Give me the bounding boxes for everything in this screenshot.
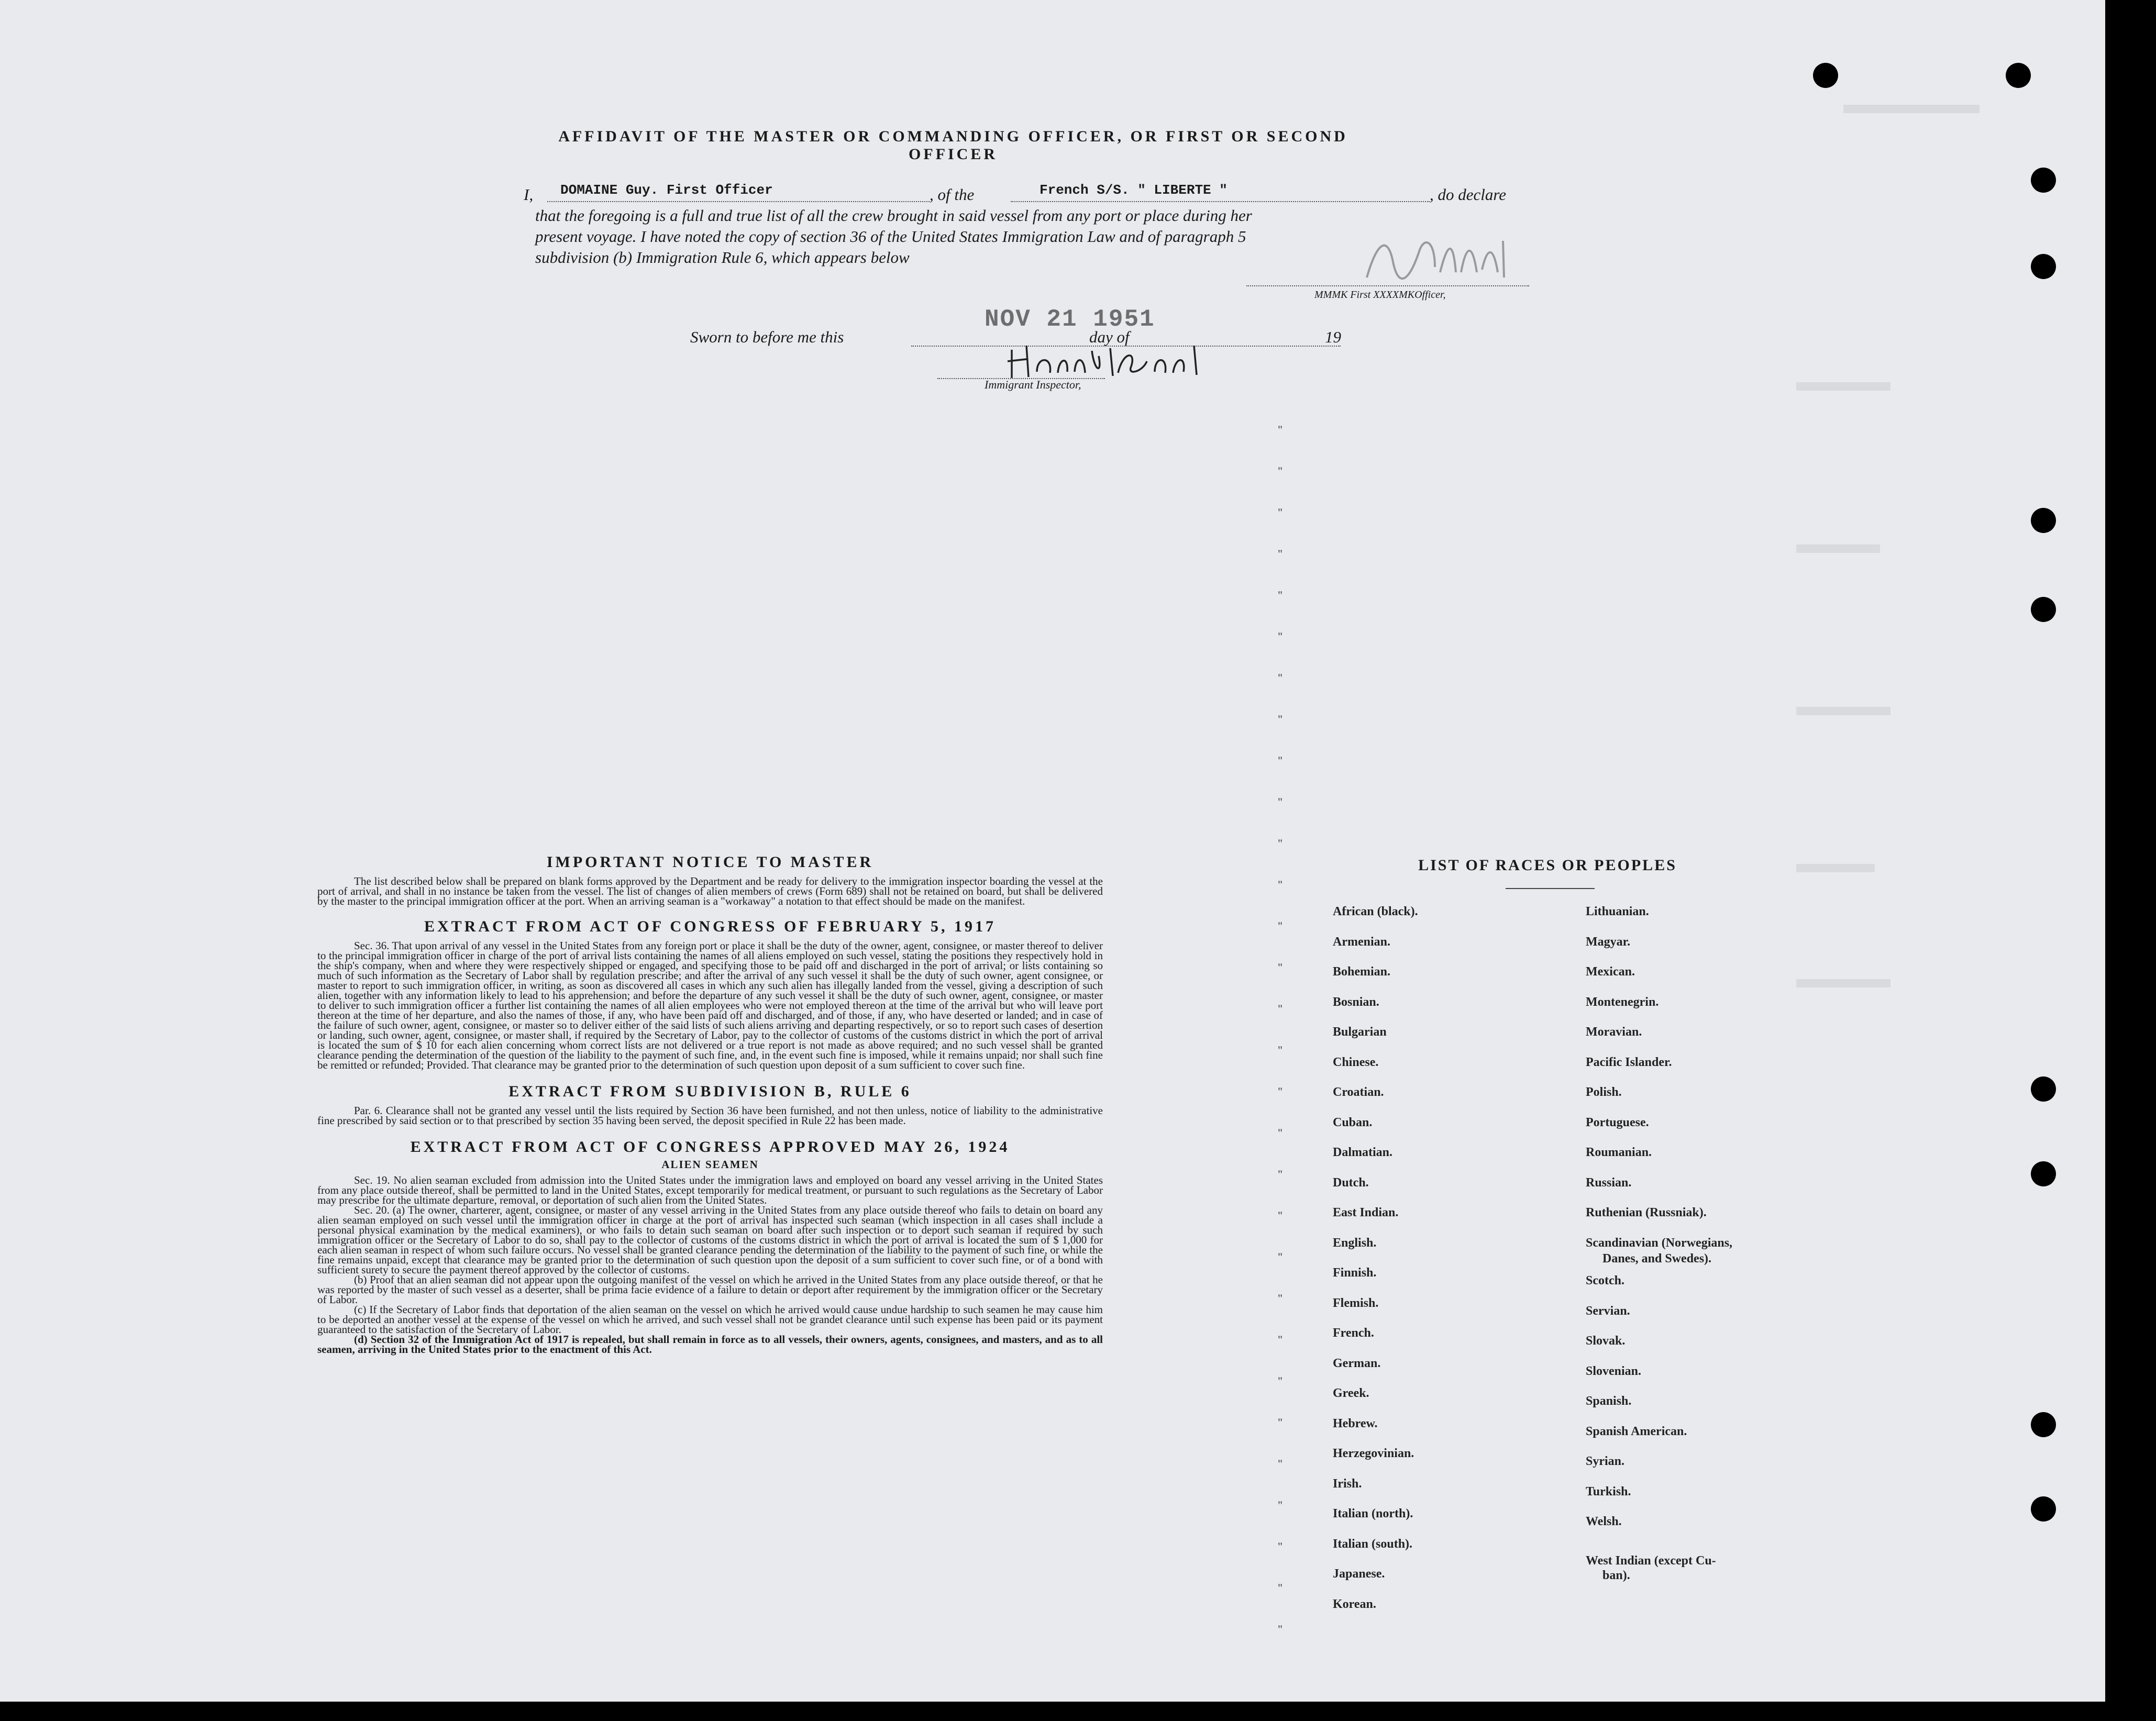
race-item: Slovenian. [1586,1364,1642,1378]
ditto-mark: " [1278,630,1282,643]
race-item: Bulgarian [1333,1025,1387,1039]
officer-signature [1356,230,1524,288]
ditto-mark: " [1278,1540,1282,1553]
ditto-mark: " [1278,713,1282,726]
ditto-mark: " [1278,1043,1282,1057]
of-the-text: , of the [930,185,975,204]
race-item: Bohemian. [1333,965,1391,979]
punch-hole [2031,508,2056,533]
punch-hole [2031,1496,2056,1522]
race-item: Italian (north). [1333,1507,1413,1520]
race-item: Scotch. [1586,1274,1624,1287]
officer-title: MMMK First XXXXMKOfficer, [1314,289,1446,301]
ditto-mark: " [1278,1250,1282,1263]
inspector-label: Immigrant Inspector, [985,378,1081,391]
bleed-through [1796,864,1875,872]
ditto-mark: " [1278,837,1282,850]
race-item: German. [1333,1356,1381,1370]
extract-1917-text: Sec. 36. That upon arrival of any vessel in the United States from any foreign port or place it shall be the duty of the owner, agent, consignee, or master thereof to deliver to the principal immigration officer in charge of the port of arrival lists containing the names of all aliens employed on such vessel, stating the positions they respectively hold in the ship's company, when and where they were respectively shipped or engaged, and specifying those to be paid off and discharged in the port of arrival; or lists containing so much of such information as the Secretary of Labor shall by regulation prescribe; and after the arrival of any such vessel it shall be the duty of such owner, agent consignee, or master to report to such immigration officer, in writing, as soon as discovered all cases in which any such alien has illegally landed from the vessel, giving a description of such alien, together with any information likely to lead to his apprehension; and before the departure of any such vessel it shall be the duty of such owner, agent, consignee, or master to deliver to such immigration officer a further list containing the names of all alien employees who were not employed thereon at the time of the arrival but who will leave port thereon at the time of her departure, and also the names of those, if any, who have been paid off and discharged, and of those, if any, who have deserted or landed; and in case of the failure of such owner, agent, consignee, or master so to deliver either of the said lists of such aliens arriving and departing respectively, or so to report such cases of desertion or landing, such owner, agent, consignee, or master shall, if required by the Secretary of Labor, pay to the collector of customs of the customs district in which the port of arrival is located the sum of $ 10 for each alien concerning whom correct lists are not delivered or a true report is not made as above required; and no such vessel shall be granted clearance pending the determination of the question of the liability to the payment of such fine, and, in the event such fine is imposed, while it remains unpaid; nor shall such fine be remitted or refunded; Provided. That clearance may be granted prior to the determination of such question upon deposit of a sum sufficient to cover such fine. [317,939,1103,1071]
race-item: Servian. [1586,1304,1630,1318]
ditto-mark: " [1278,423,1282,436]
rule6-heading: EXTRACT FROM SUBDIVISION B, RULE 6 [508,1083,912,1100]
ditto-mark: " [1278,1209,1282,1222]
race-item: Bosnian. [1333,995,1379,1009]
race-item: Greek. [1333,1386,1369,1400]
punch-hole [2031,1076,2056,1102]
alien-seamen-subheading: ALIEN SEAMEN [661,1158,759,1171]
notices-column [317,853,1103,1354]
race-item: Hebrew. [1333,1416,1378,1430]
bleed-through [1796,707,1890,715]
ditto-mark: " [1278,547,1282,560]
ditto-mark: " [1278,1623,1282,1636]
ditto-mark: " [1278,795,1282,808]
officer-name-field[interactable]: DOMAINE Guy. First Officer [560,182,773,198]
sec20c-text: (c) If the Secretary of Labor finds that deportation of the alien seaman on the vessel on which he arrived would cause undue hardship to such seamen he may cause him to be deported an another vessel at the expense of the vessel on which he arrived, and such vessel shall not be grandet clearance until such expense has been paid or its payment guaranteed to the satisfaction of the Secretary of Labor. [317,1303,1103,1336]
race-item: Japanese. [1333,1567,1385,1581]
punch-hole [2031,254,2056,279]
ditto-mark: " [1278,1581,1282,1594]
ditto-mark: " [1278,961,1282,974]
bleed-through [1843,105,1980,113]
declaration-line-4: subdivision (b) Immigration Rule 6, which appears below [535,248,910,267]
ditto-mark: " [1278,1457,1282,1470]
ditto-mark: " [1278,1002,1282,1015]
punch-hole [2031,1412,2056,1437]
sec20d-text: (d) Section 32 of the Immigration Act of 1917 is repealed, but shall remain in force as to all vessels, their owners, agents, consignees, and masters, and as to all seamen, arriving in the United States prior to the enactment of this Act. [317,1333,1103,1356]
do-declare-text: , do declare [1430,185,1507,204]
punch-hole [2006,63,2031,88]
races-heading-rule [1506,888,1595,889]
declaration-line-1 [524,182,1534,206]
sec19-text: Sec. 19. No alien seaman excluded from admission into the United States under the immigration laws and employed on board any vessel arriving in the United States from any place outside thereof, shall be permitted to land in the United States, except temporarily for medical treatment, or pursuant to such regulations as the Secretary of Labor may prescribe for the ultimate departure, removal, or deportation of such alien from the United States. [317,1174,1103,1206]
race-item: Cuban. [1333,1115,1373,1129]
race-item: Magyar. [1586,935,1631,949]
race-item: Spanish. [1586,1394,1632,1408]
race-item: English. [1333,1236,1377,1250]
extract-1924-heading: EXTRACT FROM ACT OF CONGRESS APPROVED MAY 26, 1924 [410,1138,1010,1156]
ditto-mark: " [1278,878,1282,891]
race-item: Moravian. [1586,1025,1642,1039]
race-item: Turkish. [1586,1484,1631,1498]
race-item: Chinese. [1333,1055,1379,1069]
punch-hole [2031,168,2056,193]
ditto-mark: " [1278,589,1282,602]
notice-heading: IMPORTANT NOTICE TO MASTER [546,853,874,871]
race-item: Flemish. [1333,1296,1379,1310]
vessel-name-underline [1011,201,1430,202]
race-item: Syrian. [1586,1454,1625,1468]
ditto-mark: " [1278,464,1282,478]
ditto-mark: " [1278,754,1282,767]
race-item: Montenegrin. [1586,995,1659,1009]
punch-hole [2031,597,2056,622]
sworn-text: Sworn to before me this [690,328,844,346]
race-item: Irish. [1333,1476,1362,1491]
date-stamp: NOV 21 1951 [985,306,1155,333]
ditto-mark: " [1278,1292,1282,1305]
affidavit-heading: AFFIDAVIT OF THE MASTER OR COMMANDING OFFICER, OR FIRST OR SECOND OFFICER [558,128,1348,163]
ditto-mark: " [1278,1374,1282,1387]
ditto-mark: " [1278,1498,1282,1512]
day-of-text: day of [1089,328,1130,346]
race-item: Dutch. [1333,1175,1369,1190]
race-item: Slovak. [1586,1334,1626,1348]
ditto-mark: " [1278,1168,1282,1181]
ditto-mark: " [1278,1416,1282,1429]
race-item: Danes, and Swedes). [1602,1251,1712,1265]
race-item: West Indian (except Cu- [1586,1553,1716,1568]
declaration-line-2: that the foregoing is a full and true list of all the crew brought in said vessel from any port or place during her [535,206,1252,225]
races-heading: LIST OF RACES OR PEOPLES [1418,857,1677,874]
officer-name-underline [547,201,930,202]
bleed-through [1796,545,1880,553]
race-item: Spanish American. [1586,1424,1687,1438]
declaration-i: I, [524,185,534,204]
vessel-name-field[interactable]: French S/S. " LIBERTE " [1040,182,1228,198]
race-item: Portuguese. [1586,1115,1649,1129]
sec20b-text: (b) Proof that an alien seaman did not appear upon the outgoing manifest of the vessel on which he arrived in the United States from any place outside thereof, or that he was reported by the master of such vessel as a deserter, shall be prima facie evidence of a failure to detain or deport after requirement by the immigration officer or the Secretary of Labor. [317,1273,1103,1306]
race-item: Russian. [1586,1175,1632,1190]
race-item: Herzegovinian. [1333,1447,1414,1460]
race-item: ban). [1602,1568,1630,1582]
race-item: French. [1333,1326,1374,1340]
ditto-mark: " [1278,1126,1282,1139]
race-item: Roumanian. [1586,1146,1652,1159]
punch-hole [1813,63,1838,88]
race-item: African (black). [1333,905,1418,918]
ditto-mark: " [1278,671,1282,684]
ditto-mark: " [1278,1085,1282,1098]
race-item: Scandinavian (Norwegians, [1586,1236,1733,1250]
race-item: Mexican. [1586,965,1635,979]
rule6-text: Par. 6. Clearance shall not be granted any vessel until the lists required by Section 36 have been furnished, and not then unless, notice of liability to the administrative fine prescribed by said section or to that prescribed by section 35 having been served, the deposit specified in Rule 22 has been made. [317,1104,1103,1127]
race-item: Lithuanian. [1586,905,1649,918]
declaration-line-3: present voyage. I have noted the copy of section 36 of the United States Immigration Law and of paragraph 5 [535,227,1246,246]
race-item: Croatian. [1333,1085,1384,1099]
race-item: Ruthenian (Russniak). [1586,1206,1707,1219]
ditto-mark: " [1278,506,1282,519]
notice-text: The list described below shall be prepared on blank forms approved by the Department and be ready for delivery to the immigration inspector boarding the vessel at the port of arrival, and shall in no instance be taken from the vessel. The list of changes of alien members of crews (Form 689) shall not be retained on board, but shall be delivered by the master to the principal immigration officer at the port. When an arriving seaman is a "workaway" a notation to that effect should be made on the manifest. [317,875,1103,907]
race-item: Pacific Islander. [1586,1055,1672,1069]
race-item: Korean. [1333,1597,1376,1611]
ditto-mark: " [1278,919,1282,932]
bleed-through [1796,382,1890,391]
officer-signature-line [1246,285,1529,286]
year-prefix: 19 [1325,328,1341,346]
sec20a-text: Sec. 20. (a) The owner, charterer, agent, consignee, or master of any vessel arriving in the United States from any place outside thereof who fails to detain on board any alien seaman employed on such vessel until the immigration officer in charge at the port of arrival has inspected such seaman (which inspection in all cases shall include a personal physical examination by the medical examiners), or who fails to detain such seaman on board after such inspection or to deport such seaman if required by such immigration officer or the Secretary of Labor to do so, shall pay to the collector of customs of the customs district in which the port of arrival is located the sum of $ 1,000 for each alien seaman in respect of whom such failure occurs. No vessel shall be granted clearance pending the determination of the liability to the payment of such fine, or while the fine remains unpaid, except that clearance may be granted prior to the determination of such question upon the deposit of a sum sufficient to cover such fine, or of a bond with sufficient surety to secure the payment thereof approved by the collector of customs. [317,1204,1103,1276]
race-item: Dalmatian. [1333,1146,1392,1159]
race-item: Welsh. [1586,1515,1622,1528]
race-item: Finnish. [1333,1266,1377,1280]
race-item: Polish. [1586,1085,1622,1099]
race-item: Armenian. [1333,935,1390,949]
race-item: East Indian. [1333,1206,1399,1219]
race-item: Italian (south). [1333,1537,1413,1551]
punch-hole [2031,1161,2056,1186]
bleed-through [1796,979,1890,987]
ditto-mark: " [1278,1333,1282,1346]
extract-1917-heading: EXTRACT FROM ACT OF CONGRESS OF FEBRUARY 5, 1917 [424,918,997,935]
